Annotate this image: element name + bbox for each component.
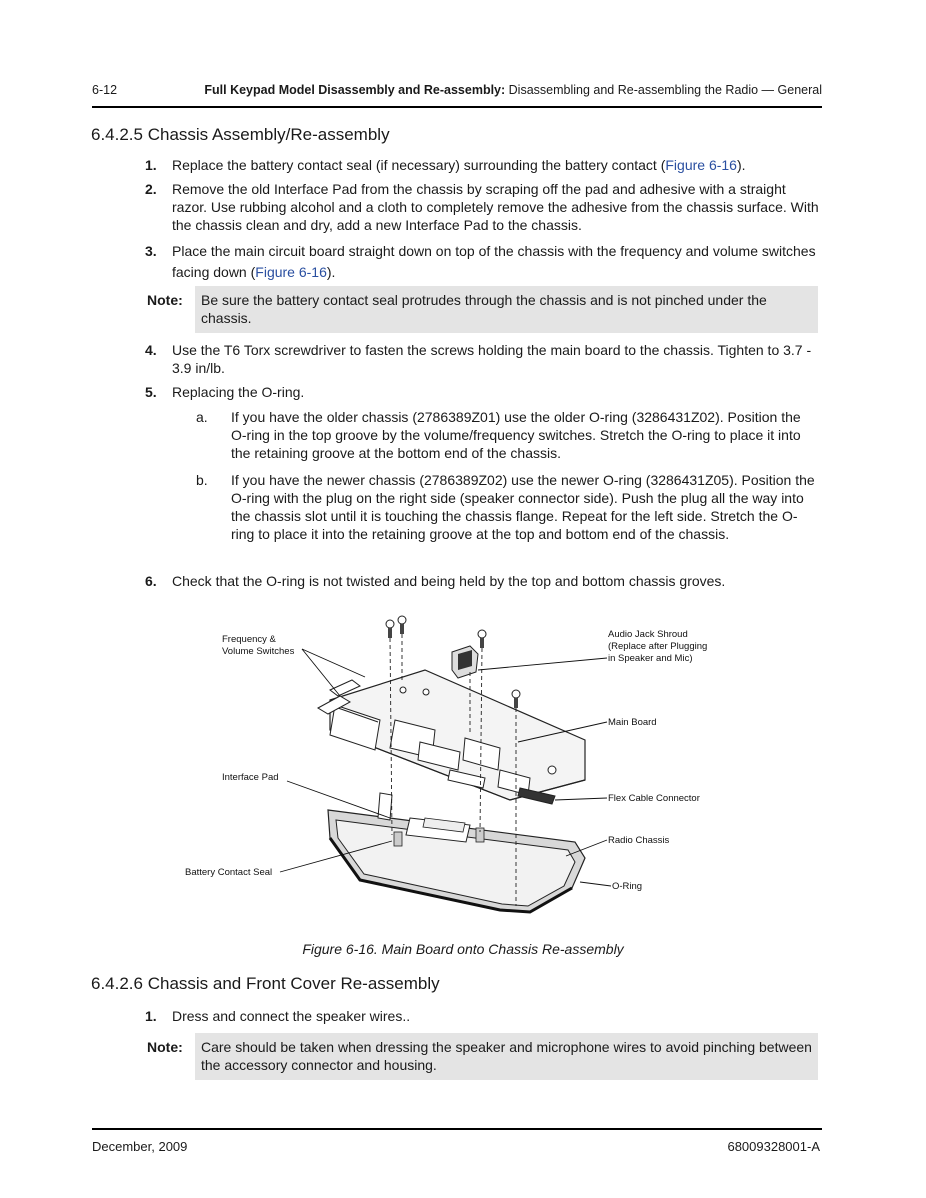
figure-link[interactable]: Figure 6-16 (665, 157, 737, 173)
step-number: 1. (145, 157, 157, 173)
note-battery-seal (147, 286, 818, 333)
note-label: Note: (147, 292, 183, 308)
header-rule (92, 106, 822, 108)
label-audio-jack-1: Audio Jack Shroud (608, 629, 688, 640)
substep-letter: b. (196, 472, 208, 488)
label-o-ring: O-Ring (612, 881, 643, 892)
step-text: Replacing the O-ring. (172, 384, 305, 400)
substep-letter: a. (196, 409, 208, 425)
label-radio-chassis: Radio Chassis (608, 835, 670, 846)
note-text: Be sure the battery contact seal protrudes through the chassis and is not pinched under the chassis. (195, 286, 818, 333)
step-text: Use the T6 Torx screwdriver to fasten the screws holding the main board to the chassis. Tighten to 3.7 - 3.9 in/lb. (172, 342, 812, 376)
main-board-drawing (318, 670, 585, 804)
step-6 (145, 572, 820, 590)
footer-rule (92, 1128, 822, 1130)
step-5 (145, 383, 820, 401)
radio-chassis-drawing (328, 793, 585, 912)
step-number: 2. (145, 181, 157, 197)
label-main-board: Main Board (608, 717, 657, 728)
note-wires (147, 1033, 818, 1080)
step-number: 1. (145, 1008, 157, 1024)
step-1 (145, 156, 820, 174)
step-3 (145, 241, 820, 283)
running-title (204, 83, 822, 97)
step-text-end: ). (326, 264, 336, 280)
label-battery-seal: Battery Contact Seal (185, 867, 273, 878)
section-heading-chassis-assembly: 6.4.2.5 Chassis Assembly/Re-assembly (91, 125, 390, 144)
step-number: 5. (145, 384, 157, 400)
step-text-end: ). (736, 157, 746, 173)
note-text: Care should be taken when dressing the speaker and microphone wires to avoid pinching between the accessory connector and housing. (195, 1033, 818, 1080)
step-text: Remove the old Interface Pad from the chassis by scraping off the pad and adhesive with a straight razor. Use rubbing alcohol and a cloth to completely remove the adhesive from the chassis surface. With the chassis clean and dry, add a new Interface Pad to the chassis. (172, 181, 819, 233)
step-2 (145, 180, 820, 234)
step-4 (145, 341, 820, 377)
step-text: Replace the battery contact seal (if necessary) surrounding the battery contact ( (172, 157, 666, 173)
figure-link[interactable]: Figure 6-16 (255, 264, 327, 280)
substep-a (196, 408, 820, 462)
label-audio-jack-3: in Speaker and Mic) (608, 653, 693, 664)
label-frequency-1: Frequency & (222, 634, 276, 645)
step-number: 6. (145, 573, 157, 589)
exploded-assembly-figure (180, 610, 740, 930)
substep-text: If you have the newer chassis (2786389Z02) use the newer O-ring (3286431Z05). Position the O-ring with the plug on the right side (speaker connector side). Push the plug all the way into the chassis slot until it is touching the chassis flange. Repeat for the left side. Stretch the O-ring to place it into the retaining groove at the top and bottom end of the chassis. (231, 472, 815, 542)
step-text: Place the main circuit board straight down on top of the chassis with the frequency and volume switches facing down ( (172, 243, 816, 280)
section2-step-1 (145, 1007, 820, 1025)
step-text: Check that the O-ring is not twisted and being held by the top and bottom chassis groves. (172, 573, 726, 589)
step-text: Dress and connect the speaker wires.. (172, 1008, 411, 1024)
substep-b (196, 471, 820, 543)
label-frequency-2: Volume Switches (222, 646, 295, 657)
footer-doc-number: 68009328001-A (727, 1139, 820, 1154)
step-number: 3. (145, 243, 157, 259)
label-interface-pad: Interface Pad (222, 772, 279, 783)
figure-caption: Figure 6-16. Main Board onto Chassis Re-assembly (302, 941, 624, 957)
label-audio-jack-2: (Replace after Plugging (608, 641, 708, 652)
section-heading-front-cover: 6.4.2.6 Chassis and Front Cover Re-assembly (91, 974, 440, 993)
footer-date: December, 2009 (92, 1139, 188, 1154)
running-title-bold: Full Keypad Model Disassembly and Re-assembly: (204, 83, 506, 97)
note-label: Note: (147, 1039, 183, 1055)
running-title-rest: Disassembling and Re-assembling the Radio — General (505, 83, 822, 97)
audio-jack-shroud-drawing (452, 646, 478, 678)
step-number: 4. (145, 342, 157, 358)
page-number: 6-12 (92, 83, 118, 97)
label-flex-cable: Flex Cable Connector (608, 793, 700, 804)
substep-text: If you have the older chassis (2786389Z01) use the older O-ring (3286431Z02). Position the O-ring in the top groove by the volume/frequency switches. Stretch the O-ring to place it into the retaining groove at the bottom end of the chassis. (231, 409, 801, 461)
